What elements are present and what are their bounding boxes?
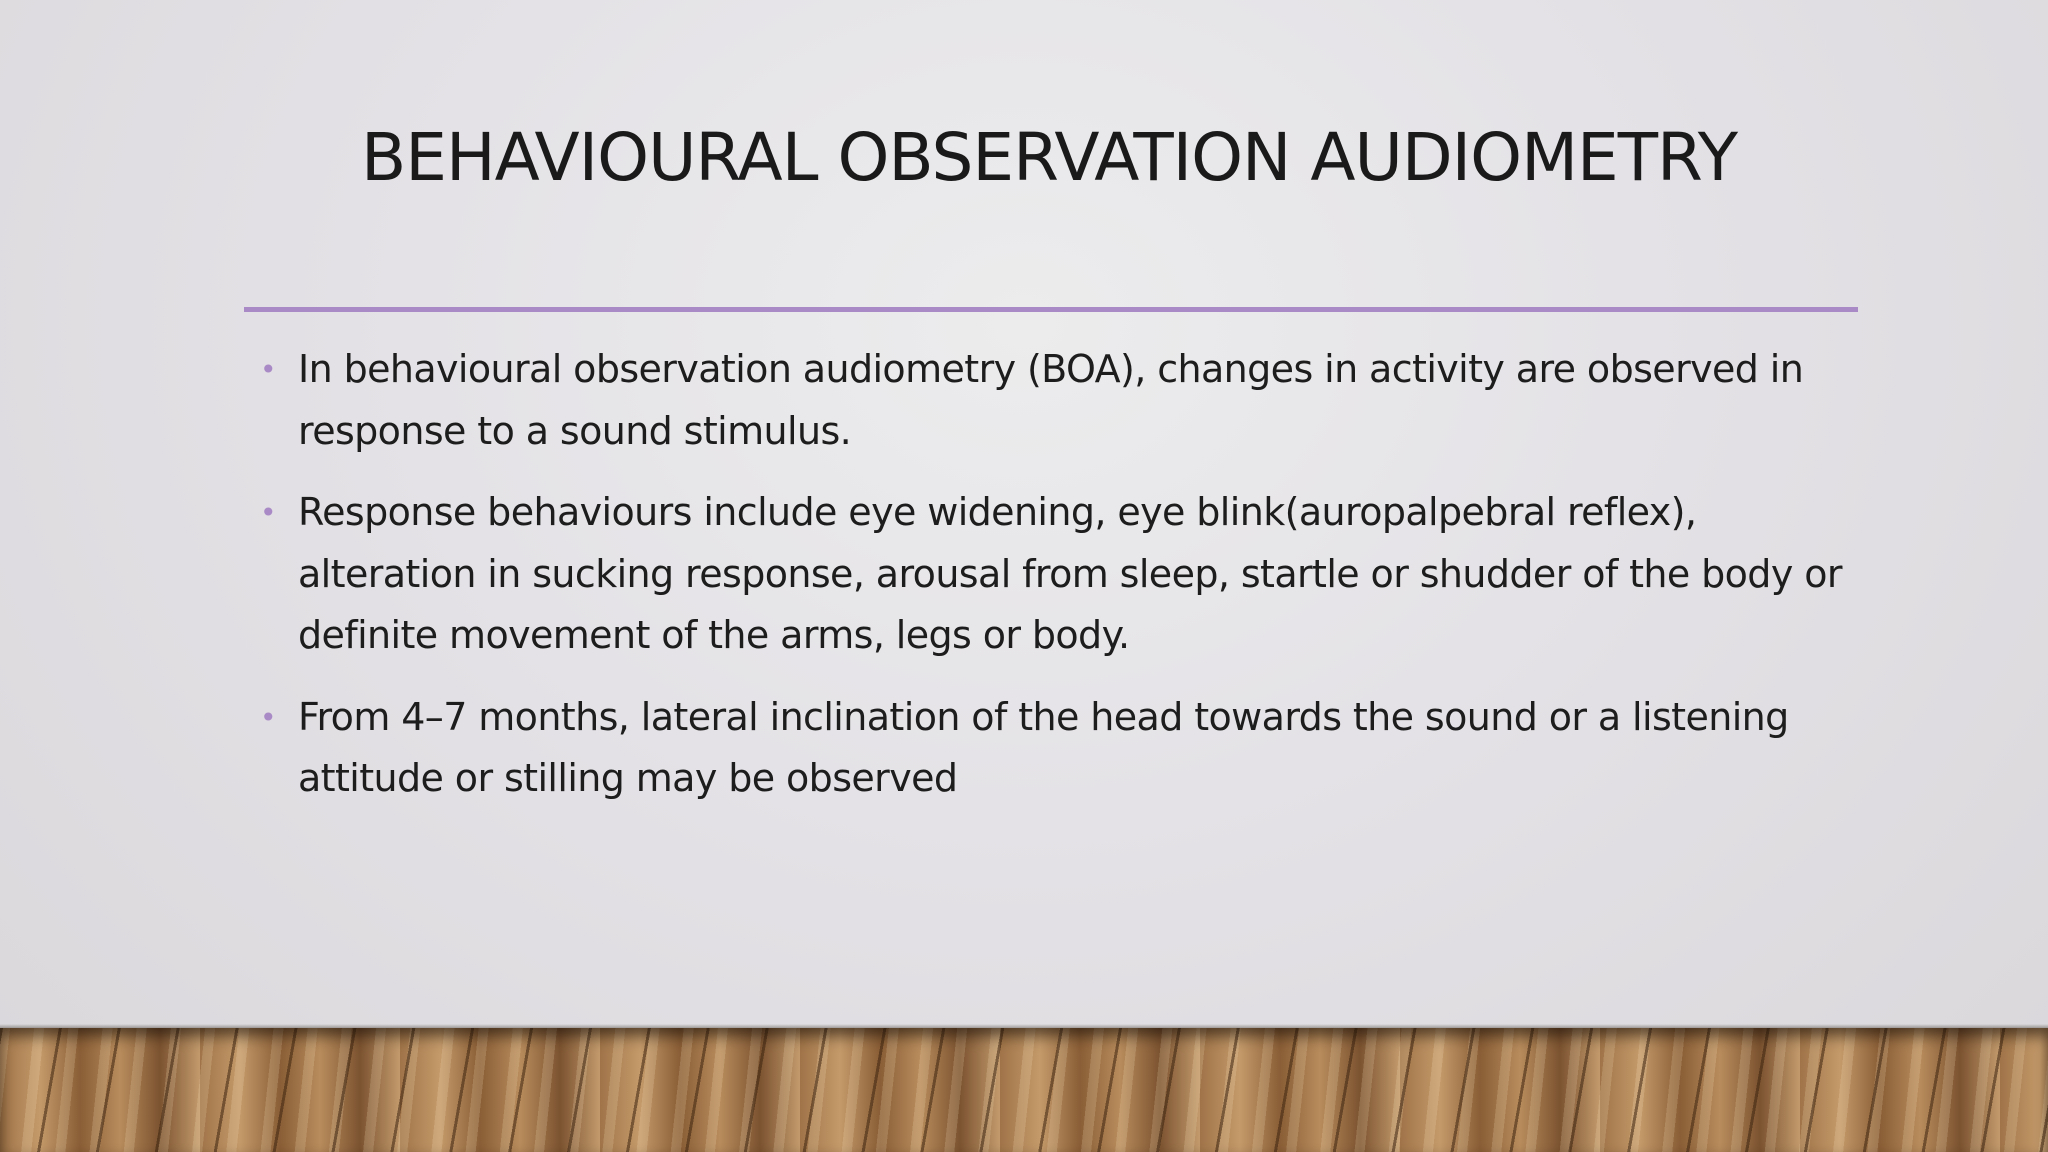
- bullet-dot-icon: •: [260, 353, 276, 386]
- bullet-text: From 4–7 months, lateral inclination of the head towards the sound or a listening attitude or stilling may be observed: [298, 694, 1789, 800]
- bullet-item: [258, 687, 1858, 810]
- title-divider: [244, 307, 1858, 312]
- slide-title: BEHAVIOURAL OBSERVATION AUDIOMETRY: [360, 119, 1738, 196]
- bullet-list: [258, 339, 1858, 830]
- bullet-text: Response behaviours include eye widening, eye blink(auropalpebral reflex), alteration in sucking response, arousal from sleep, startle or shudder of the body or definite movement of the arms, legs or body.: [298, 490, 1842, 657]
- wood-floor-decoration: [0, 1028, 2048, 1152]
- bullet-item: [258, 482, 1858, 667]
- bullet-text: In behavioural observation audiometry (BOA), changes in activity are observed in response to a sound stimulus.: [298, 347, 1804, 453]
- bullet-dot-icon: •: [260, 496, 276, 529]
- bullet-item: [258, 339, 1858, 462]
- bullet-dot-icon: •: [260, 700, 276, 734]
